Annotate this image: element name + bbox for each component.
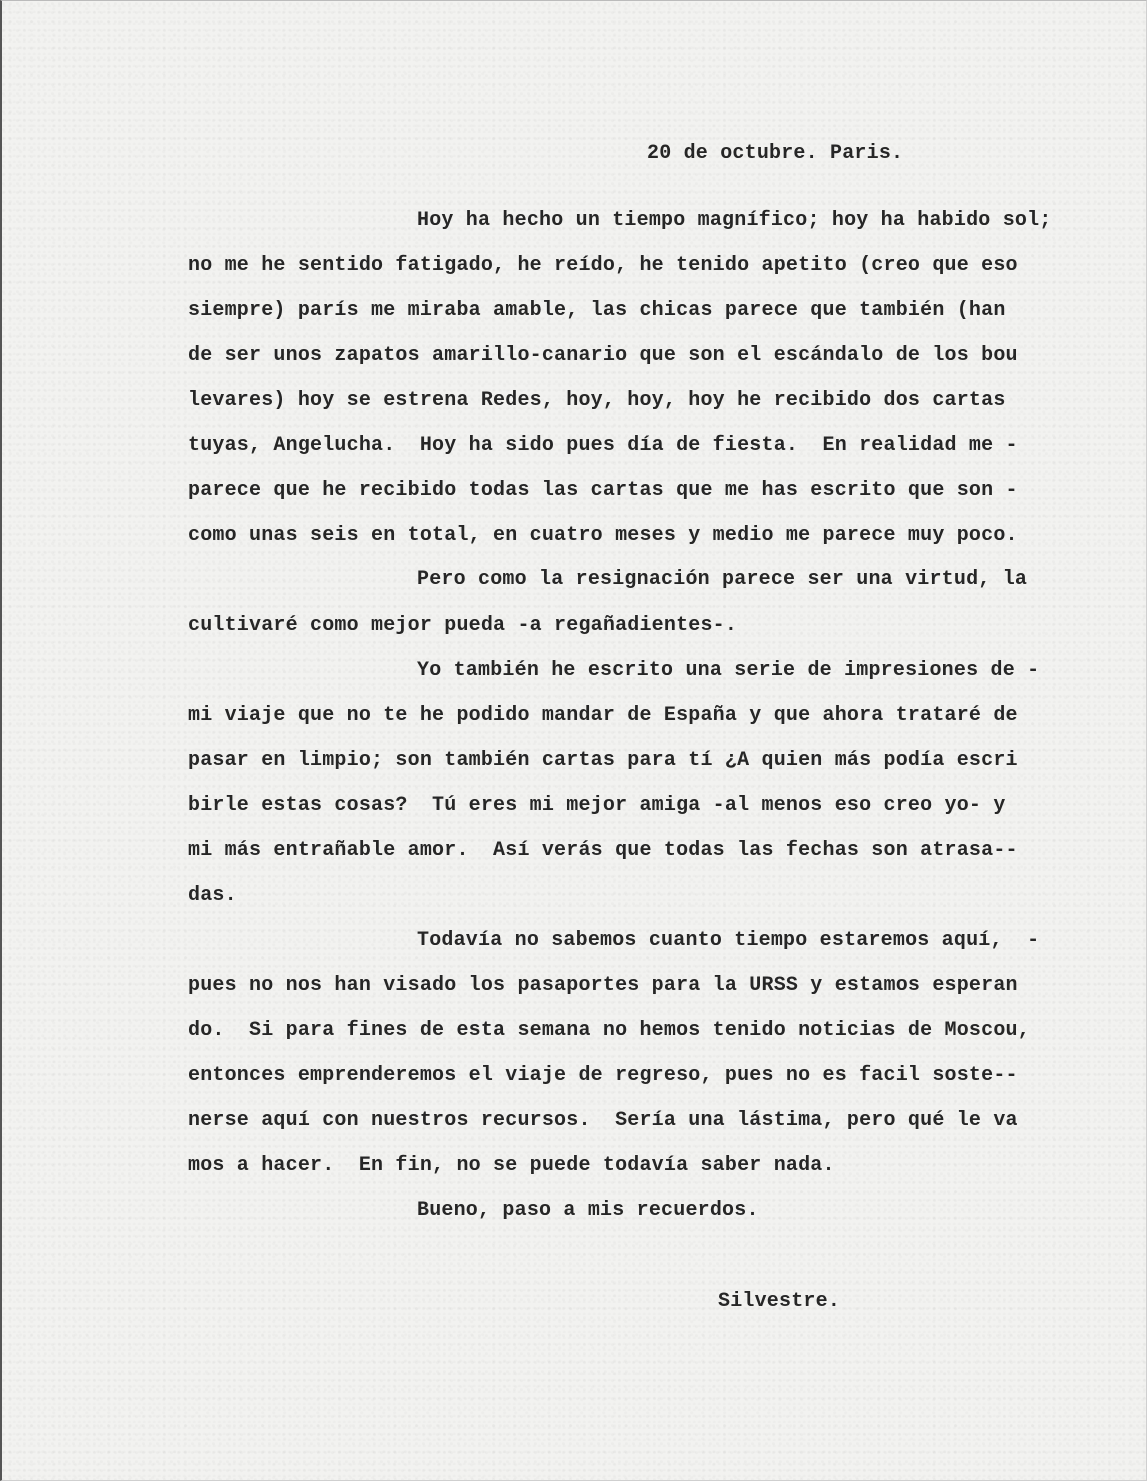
letter-line-20: entonces emprenderemos el viaje de regreso, pues no es facil soste-- — [188, 1064, 1018, 1087]
letter-line-23: Bueno, paso a mis recuerdos. — [417, 1199, 759, 1222]
date-line: 20 de octubre. Paris. — [647, 142, 904, 165]
letter-line-1: Hoy ha hecho un tiempo magnífico; hoy ha habido sol; — [417, 209, 1052, 232]
letter-line-21: nerse aquí con nuestros recursos. Sería una lástima, pero qué le va — [188, 1109, 1018, 1132]
letter-line-6: tuyas, Angelucha. Hoy ha sido pues día de fiesta. En realidad me - — [188, 434, 1018, 457]
letter-line-14: birle estas cosas? Tú eres mi mejor amiga -al menos eso creo yo- y — [188, 794, 1006, 817]
letter-line-3: siempre) parís me miraba amable, las chicas parece que también (han — [188, 299, 1006, 322]
letter-line-17: Todavía no sabemos cuanto tiempo estaremos aquí, - — [417, 929, 1040, 952]
letter-line-10: cultivaré como mejor pueda -a regañadientes-. — [188, 614, 738, 637]
letter-line-8: como unas seis en total, en cuatro meses y medio me parece muy poco. — [188, 524, 1018, 547]
letter-line-19: do. Si para fines de esta semana no hemos tenido noticias de Moscou, — [188, 1019, 1030, 1042]
letter-line-12: mi viaje que no te he podido mandar de España y que ahora trataré de — [188, 704, 1018, 727]
signature: Silvestre. — [718, 1290, 841, 1313]
letter-line-5: levares) hoy se estrena Redes, hoy, hoy, hoy he recibido dos cartas — [188, 389, 1006, 412]
letter-line-18: pues no nos han visado los pasaportes para la URSS y estamos esperan — [188, 974, 1018, 997]
letter-line-16: das. — [188, 884, 237, 907]
letter-line-9: Pero como la resignación parece ser una virtud, la — [417, 568, 1028, 591]
letter-line-11: Yo también he escrito una serie de impresiones de - — [417, 659, 1040, 682]
letter-line-4: de ser unos zapatos amarillo-canario que son el escándalo de los bou — [188, 344, 1018, 367]
letter-line-22: mos a hacer. En fin, no se puede todavía saber nada. — [188, 1154, 835, 1177]
letter-line-2: no me he sentido fatigado, he reído, he tenido apetito (creo que eso — [188, 254, 1018, 277]
letter-line-7: parece que he recibido todas las cartas que me has escrito que son - — [188, 479, 1018, 502]
letter-line-15: mi más entrañable amor. Así verás que todas las fechas son atrasa-- — [188, 839, 1018, 862]
letter-line-13: pasar en limpio; son también cartas para tí ¿A quien más podía escri — [188, 749, 1018, 772]
